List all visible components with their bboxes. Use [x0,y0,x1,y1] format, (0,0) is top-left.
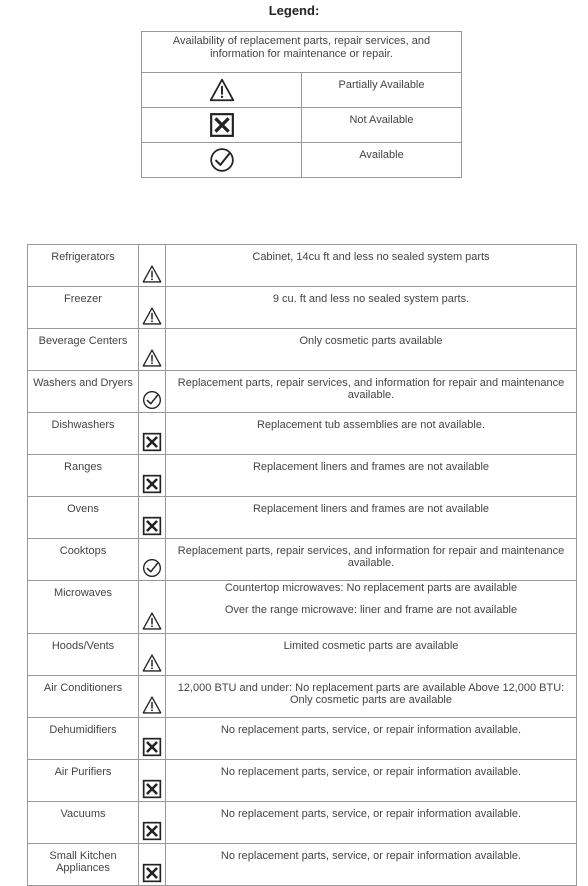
legend-icon-cell [142,73,302,108]
table-row [28,539,577,581]
category-cell: Air Conditioners [28,676,139,718]
status-icon-cell [139,245,166,287]
category-cell: Air Purifiers [28,760,139,802]
category-cell: Refrigerators [28,245,139,287]
legend-label: Available [302,143,462,178]
warning-triangle-icon [142,348,162,368]
status-icon-cell [139,634,166,676]
table-row [28,245,577,287]
legend-row [142,73,462,108]
table-row [28,329,577,371]
table-row [28,497,577,539]
note-line: Countertop microwaves: No replacement parts are available [224,582,518,594]
x-box-icon [142,474,162,494]
check-circle-icon [209,147,235,173]
note-cell: Limited cosmetic parts are available [166,634,577,676]
table-row [28,802,577,844]
table-row [28,413,577,455]
table-row [28,371,577,413]
status-icon-cell [139,802,166,844]
status-icon-cell [139,581,166,634]
category-cell: Dehumidifiers [28,718,139,760]
warning-triangle-icon [209,77,235,103]
category-cell: Freezer [28,287,139,329]
table-row [28,844,577,886]
note-cell: Replacement liners and frames are not available [166,497,577,539]
legend-row [142,108,462,143]
category-cell: Microwaves [28,581,139,634]
status-icon-cell [139,760,166,802]
legend-description-row [142,32,462,73]
note-cell: No replacement parts, service, or repair information available. [166,844,577,886]
x-box-icon [142,432,162,452]
warning-triangle-icon [142,695,162,715]
status-icon-cell [139,844,166,886]
table-row [28,634,577,676]
status-icon-cell [139,718,166,760]
category-cell: Dishwashers [28,413,139,455]
status-icon-cell [139,413,166,455]
status-icon-cell [139,371,166,413]
note-cell: Replacement parts, repair services, and information for repair and maintenance available. [166,371,577,413]
table-row [28,287,577,329]
legend-icon-cell [142,108,302,143]
x-box-icon [142,779,162,799]
status-icon-cell [139,329,166,371]
x-box-icon [142,516,162,536]
note-cell: Cabinet, 14cu ft and less no sealed system parts [166,245,577,287]
note-cell: No replacement parts, service, or repair information available. [166,718,577,760]
status-icon-cell [139,539,166,581]
status-icon-cell [139,676,166,718]
note-line: Over the range microwave: liner and frame are not available [224,604,518,616]
legend-icon-cell [142,143,302,178]
category-cell: Vacuums [28,802,139,844]
note-cell: No replacement parts, service, or repair information available. [166,760,577,802]
legend-description: Availability of replacement parts, repair services, and information for maintenance or repair. [142,32,462,73]
legend-row [142,143,462,178]
table-row [28,676,577,718]
category-cell: Hoods/Vents [28,634,139,676]
note-cell: 9 cu. ft and less no sealed system parts. [166,287,577,329]
availability-table-body [28,245,577,886]
note-cell: Replacement parts, repair services, and information for repair and maintenance available. [166,539,577,581]
note-cell: No replacement parts, service, or repair information available. [166,802,577,844]
availability-table [27,244,577,886]
legend-label: Partially Available [302,73,462,108]
legend-label: Not Available [302,108,462,143]
warning-triangle-icon [142,611,162,631]
category-cell: Cooktops [28,539,139,581]
legend-table [141,31,462,178]
note-cell: Replacement liners and frames are not available [166,455,577,497]
table-row [28,581,577,634]
category-cell: Small Kitchen Appliances [28,844,139,886]
category-cell: Ovens [28,497,139,539]
table-row [28,760,577,802]
table-row [28,455,577,497]
x-box-icon [142,737,162,757]
status-icon-cell [139,497,166,539]
note-cell: Replacement tub assemblies are not available. [166,413,577,455]
legend-title: Legend: [268,3,320,18]
x-box-icon [142,863,162,883]
category-cell: Ranges [28,455,139,497]
status-icon-cell [139,455,166,497]
check-circle-icon [142,558,162,578]
category-cell: Washers and Dryers [28,371,139,413]
warning-triangle-icon [142,264,162,284]
x-box-icon [142,821,162,841]
status-icon-cell [139,287,166,329]
warning-triangle-icon [142,306,162,326]
warning-triangle-icon [142,653,162,673]
category-cell: Beverage Centers [28,329,139,371]
table-row [28,718,577,760]
note-cell [166,581,577,634]
x-box-icon [209,112,235,138]
note-cell: 12,000 BTU and under: No replacement parts are available Above 12,000 BTU: Only cosmetic parts are available [166,676,577,718]
note-cell: Only cosmetic parts available [166,329,577,371]
check-circle-icon [142,390,162,410]
